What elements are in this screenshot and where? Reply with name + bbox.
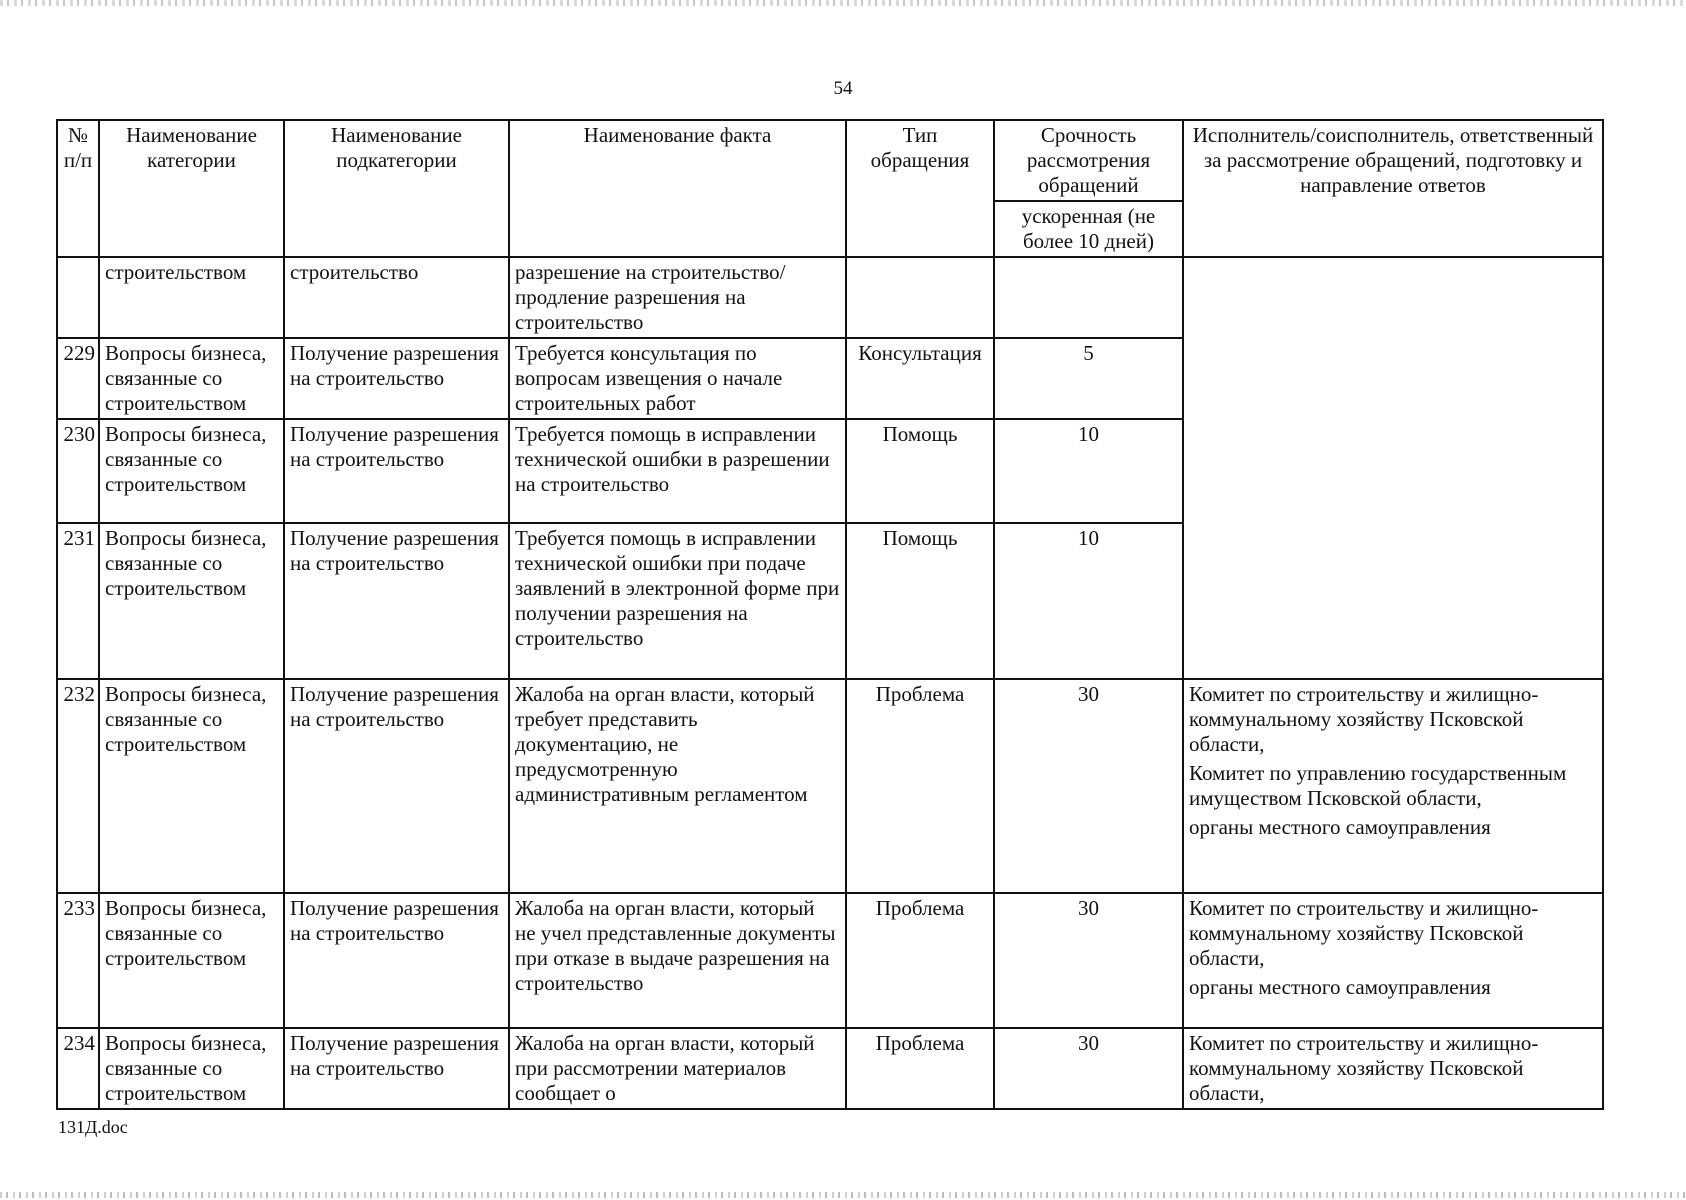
- header-fact: Наименование факта: [509, 120, 846, 257]
- table-row: [57, 893, 1603, 1028]
- header-subcategory: Наименование подкатегории: [284, 120, 509, 257]
- executor-line: Комитет по управлению государственным имуществом Псковской области,: [1189, 761, 1567, 810]
- cell-num: 230: [57, 419, 99, 523]
- header-category: Наименование категории: [99, 120, 284, 257]
- cell-executor-empty: [1183, 257, 1603, 679]
- executor-line: органы местного самоуправления: [1189, 975, 1491, 999]
- table-row-continuation: [57, 257, 1603, 338]
- cell-category: Вопросы бизнеса, связанные со строительством: [99, 893, 284, 1028]
- cell-type: Помощь: [846, 523, 994, 679]
- cell-category: Вопросы бизнеса, связанные со строительством: [99, 419, 284, 523]
- cell-days: 30: [994, 893, 1183, 1028]
- cell-executor: [1183, 893, 1603, 1028]
- cell-days: [994, 257, 1183, 338]
- cell-fact: Жалоба на орган власти, который при рассмотрении материалов сообщает о: [509, 1028, 846, 1109]
- cell-subcategory: Получение разрешения на строительство: [284, 893, 509, 1028]
- cell-category: Вопросы бизнеса, связанные со строительством: [99, 679, 284, 893]
- cell-days: 30: [994, 1028, 1183, 1109]
- page-number: 54: [833, 78, 853, 99]
- footer-filename: 131Д.doc: [58, 1117, 128, 1137]
- cell-type: Помощь: [846, 419, 994, 523]
- header-type: Тип обращения: [846, 120, 994, 257]
- table-row: [57, 1028, 1603, 1109]
- cell-subcategory: Получение разрешения на строительство: [284, 523, 509, 679]
- cell-category: строительством: [99, 257, 284, 338]
- header-executor: Исполнитель/соисполнитель, ответственный за рассмотрение обращений, подготовку и направление ответов: [1183, 120, 1603, 257]
- cell-type: Проблема: [846, 679, 994, 893]
- cell-days: 10: [994, 419, 1183, 523]
- executor-line: Комитет по строительству и жилищно-коммунальному хозяйству Псковской области,: [1189, 1031, 1539, 1105]
- cell-days: 30: [994, 679, 1183, 893]
- cell-subcategory: строительство: [284, 257, 509, 338]
- cell-subcategory: Получение разрешения на строительство: [284, 679, 509, 893]
- cell-days: 5: [994, 338, 1183, 419]
- executor-line: органы местного самоуправления: [1189, 815, 1491, 839]
- cell-subcategory: Получение разрешения на строительство: [284, 1028, 509, 1109]
- cell-num: 229: [57, 338, 99, 419]
- scan-edge-bottom: [0, 1192, 1686, 1198]
- cell-num: 233: [57, 893, 99, 1028]
- header-urgency-sub: ускоренная (не более 10 дней): [994, 201, 1183, 257]
- cell-executor: [1183, 679, 1603, 893]
- header-urgency: Срочность рассмотрения обращений: [994, 120, 1183, 201]
- cell-num: [57, 257, 99, 338]
- cell-days: 10: [994, 523, 1183, 679]
- cell-fact: Жалоба на орган власти, который требует представить документацию, не предусмотренную административным регламентом: [509, 679, 846, 893]
- cell-fact: Требуется помощь в исправлении технической ошибки при подаче заявлений в электронной форме при получении разрешения на строительство: [509, 523, 846, 679]
- cell-fact: Жалоба на орган власти, который не учел представленные документы при отказе в выдаче разрешения на строительство: [509, 893, 846, 1028]
- cell-num: 232: [57, 679, 99, 893]
- executor-line: Комитет по строительству и жилищно-коммунальному хозяйству Псковской области,: [1189, 896, 1539, 970]
- cell-fact: Требуется консультация по вопросам извещения о начале строительных работ: [509, 338, 846, 419]
- cell-category: Вопросы бизнеса, связанные со строительством: [99, 338, 284, 419]
- cell-type: Проблема: [846, 893, 994, 1028]
- cell-subcategory: Получение разрешения на строительство: [284, 338, 509, 419]
- cell-category: Вопросы бизнеса, связанные со строительством: [99, 523, 284, 679]
- cell-type: Проблема: [846, 1028, 994, 1109]
- cell-type: Консультация: [846, 338, 994, 419]
- cell-num: 231: [57, 523, 99, 679]
- cell-category: Вопросы бизнеса, связанные со строительством: [99, 1028, 284, 1109]
- cell-fact: разрешение на строительство/продление разрешения на строительство: [509, 257, 846, 338]
- header-num: № п/п: [57, 120, 99, 257]
- cell-fact: Требуется помощь в исправлении технической ошибки в разрешении на строительство: [509, 419, 846, 523]
- cell-executor: [1183, 1028, 1603, 1109]
- executor-line: Комитет по строительству и жилищно-коммунальному хозяйству Псковской области,: [1189, 682, 1539, 756]
- scan-edge-top: [0, 0, 1686, 6]
- appeals-table: [56, 119, 1604, 1110]
- cell-type: [846, 257, 994, 338]
- cell-subcategory: Получение разрешения на строительство: [284, 419, 509, 523]
- table-row: [57, 679, 1603, 893]
- cell-num: 234: [57, 1028, 99, 1109]
